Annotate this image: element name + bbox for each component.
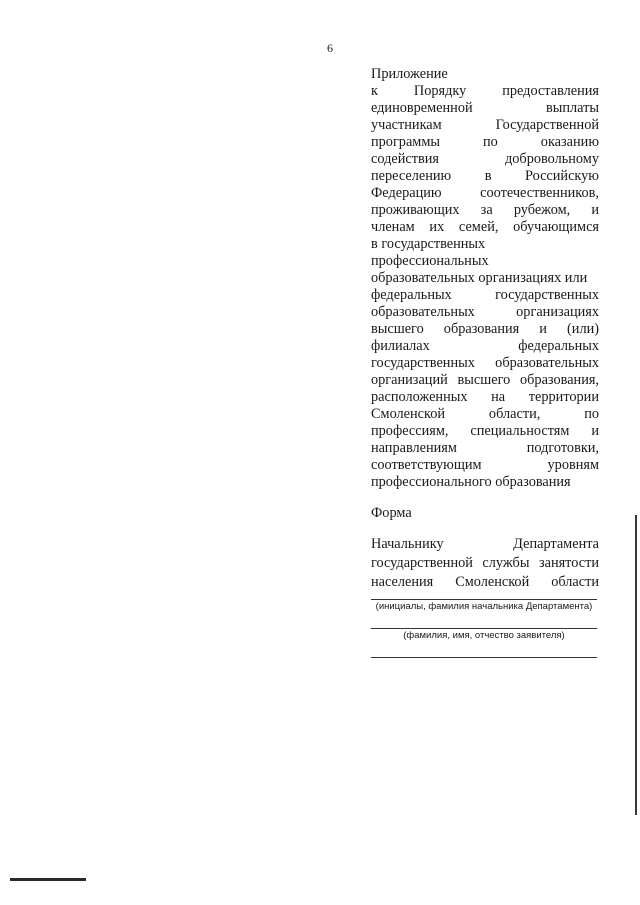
appendix-line: Федерацию соотечественников, (371, 185, 599, 201)
appendix-line: содействия добровольному (371, 151, 599, 167)
appendix-line: образовательных организациях (371, 304, 599, 320)
appendix-heading (371, 66, 599, 491)
addressee-line: Начальнику Департамента (371, 536, 599, 552)
appendix-line: организаций высшего образования, (371, 372, 599, 388)
appendix-line: профессиям, специальностям и (371, 423, 599, 439)
appendix-line: профессионального образования (371, 474, 571, 490)
appendix-line: членам их семей, обучающимся (371, 219, 599, 235)
appendix-line: Смоленской области, по (371, 406, 599, 422)
appendix-line: Приложение (371, 66, 448, 82)
applicant-extra-line (371, 657, 597, 658)
applicant-name-caption: (фамилия, имя, отчество заявителя) (403, 630, 565, 641)
appendix-line: федеральных государственных (371, 287, 599, 303)
appendix-line: расположенных на территории (371, 389, 599, 405)
appendix-line: соответствующим уровням (371, 457, 599, 473)
scan-mark (10, 878, 86, 881)
appendix-line: государственных образовательных (371, 355, 599, 371)
applicant-name-line (371, 628, 597, 629)
page-number: 6 (327, 41, 333, 55)
appendix-line: переселению в Российскую (371, 168, 599, 184)
head-name-line (371, 599, 597, 600)
addressee-line: населения Смоленской области (371, 574, 599, 590)
appendix-line: образовательных организациях или (371, 270, 588, 286)
addressee-block (371, 535, 599, 592)
appendix-line: профессиональных (371, 253, 489, 269)
appendix-line: проживающих за рубежом, и (371, 202, 599, 218)
appendix-line: к Порядку предоставления (371, 83, 599, 99)
appendix-line: программы по оказанию (371, 134, 599, 150)
form-label: Форма (371, 505, 412, 521)
appendix-line: высшего образования и (или) (371, 321, 599, 337)
head-name-caption: (инициалы, фамилия начальника Департамента) (375, 601, 593, 612)
scan-edge-line (635, 515, 637, 815)
appendix-line: в государственных (371, 236, 486, 252)
appendix-line: участникам Государственной (371, 117, 599, 133)
appendix-line: направлениям подготовки, (371, 440, 599, 456)
addressee-line: государственной службы занятости (371, 555, 599, 571)
appendix-line: филиалах федеральных (371, 338, 599, 354)
appendix-line: единовременной выплаты (371, 100, 599, 116)
